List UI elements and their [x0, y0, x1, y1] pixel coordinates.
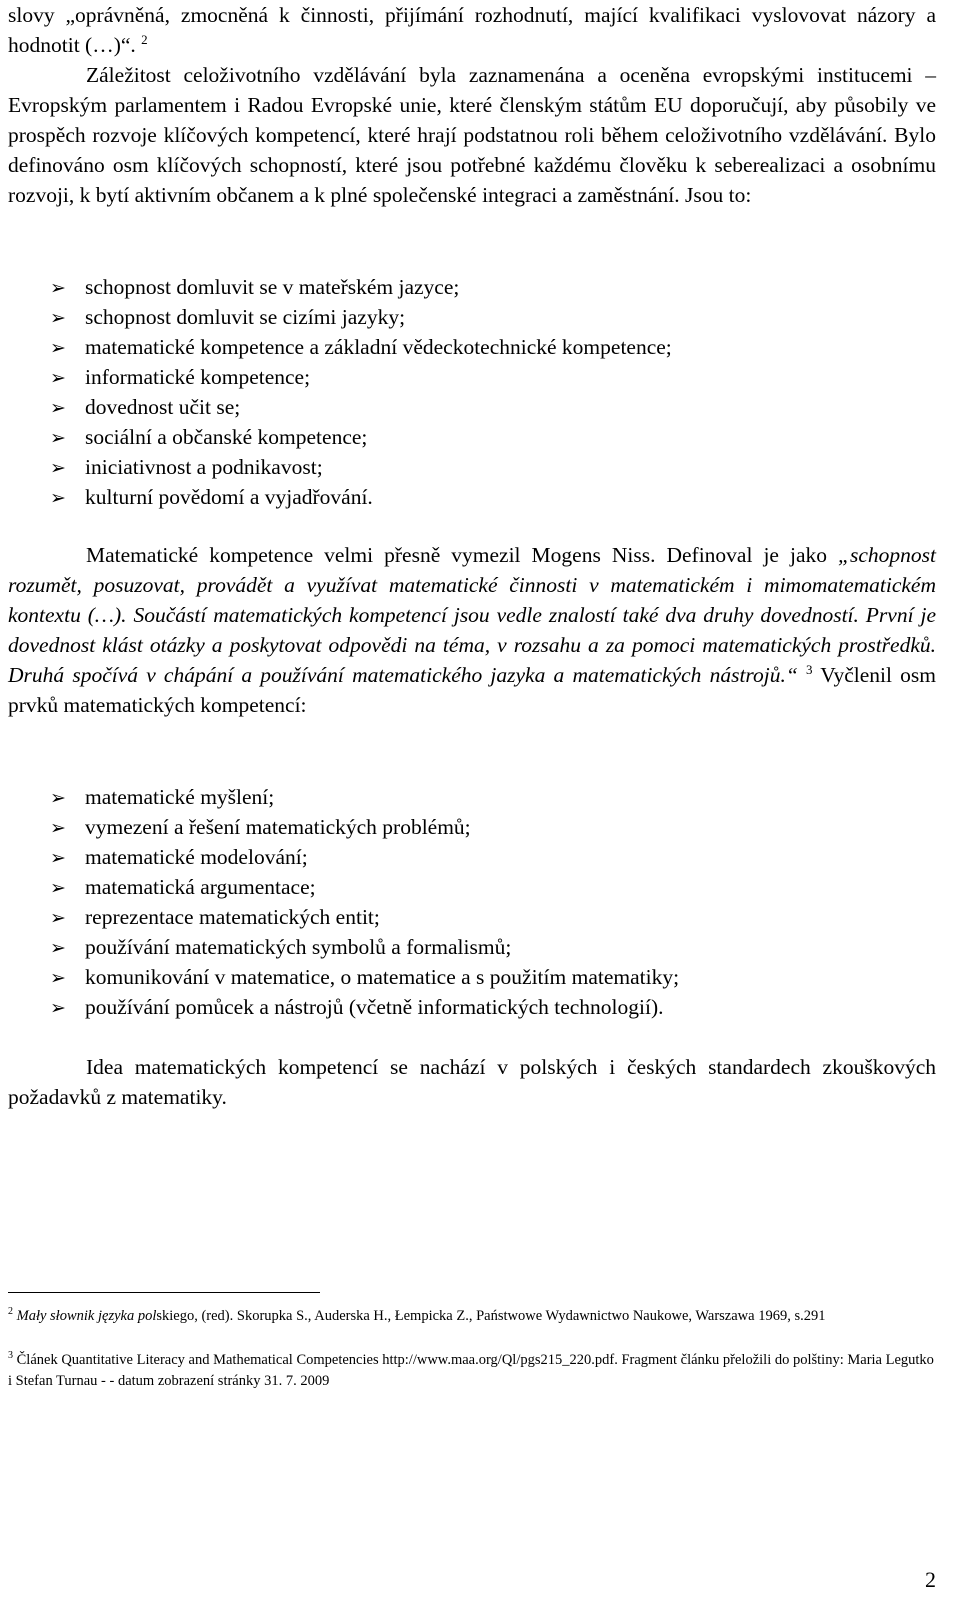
- list-item: ➢ vymezení a řešení matematických problémů;: [8, 812, 936, 842]
- arrowhead-bullet-icon: ➢: [50, 397, 66, 419]
- list-item: ➢ schopnost domluvit se v mateřském jazyce;: [8, 272, 936, 302]
- arrowhead-bullet-icon: ➢: [50, 487, 66, 509]
- arrowhead-bullet-icon: ➢: [50, 967, 66, 989]
- list-item: ➢ reprezentace matematických entit;: [8, 902, 936, 932]
- arrowhead-bullet-icon: ➢: [50, 367, 66, 389]
- list-item: ➢ informatické kompetence;: [8, 362, 936, 392]
- niss-paragraph: Matematické kompetence velmi přesně vymezil Mogens Niss. Definoval je jako „schopnost rozumět, posuzovat, provádět a využívat matematické činnosti v matematickém i mimomatematickém kontextu (…). Součástí matematických kompetencí jsou vedle znalostí také dva druhy dovedností. První je dovednost klást otázky a poskytovat odpovědi na téma, v rozsahu a za pomoci matematických prostředků. Druhá spočívá v chápání a používání matematického jazyka a matematických nástrojů.“ $^3$ Vyčlenil osm prvků matematických kompetencí:: [8, 543, 937, 717]
- arrowhead-bullet-icon: ➢: [50, 907, 66, 929]
- lifelong-learning-paragraph: Záležitost celoživotního vzdělávání byla zaznamenána a oceněna evropskými institucemi – Evropským parlamentem i Radou Evropské unie, které členským státům EU doporučují, aby působily ve prospěch rozvoje klíčových kompetencí, které hrají podstatnou roli během celoživotního vzdělávání. Bylo definováno osm klíčových schopností, které jsou potřebné každému člověku k seberealizaci a osobnímu rozvoji, k bytí aktivním občanem a k plné společenské integraci a zaměstnání. Jsou to:: [8, 63, 936, 207]
- arrowhead-bullet-icon: ➢: [50, 277, 66, 299]
- math-competences-list: [8, 782, 936, 1022]
- intro-text: slovy „oprávněná, zmocněná k činnosti, přijímání rozhodnutí, mající kvalifikaci vyslovovat názory a hodnotit (…)“.: [8, 3, 936, 57]
- closing-paragraph: Idea matematických kompetencí se nachází v polských i českých standardech zkouškových požadavků z matematiky.: [8, 1055, 936, 1109]
- arrowhead-bullet-icon: ➢: [50, 307, 66, 329]
- list-item: ➢ matematické kompetence a základní vědeckotechnické kompetence;: [8, 332, 936, 362]
- footnote-separator: [8, 1292, 320, 1293]
- list-item: ➢ matematické myšlení;: [8, 782, 936, 812]
- arrowhead-bullet-icon: ➢: [50, 937, 66, 959]
- arrowhead-bullet-icon: ➢: [50, 997, 66, 1019]
- list-item: ➢ iniciativnost a podnikavost;: [8, 452, 936, 482]
- page-number: 2: [925, 1567, 936, 1592]
- list-item: ➢ dovednost učit se;: [8, 392, 936, 422]
- footnote-ref-3: 3: [806, 661, 813, 677]
- list-item: ➢ komunikování v matematice, o matematice a s použitím matematiky;: [8, 962, 936, 992]
- arrowhead-bullet-icon: ➢: [50, 457, 66, 479]
- arrowhead-bullet-icon: ➢: [50, 787, 66, 809]
- list-item: ➢ schopnost domluvit se cizími jazyky;: [8, 302, 936, 332]
- arrowhead-bullet-icon: ➢: [50, 427, 66, 449]
- footnote-ref-2: 2: [141, 31, 148, 47]
- arrowhead-bullet-icon: ➢: [50, 847, 66, 869]
- footnote-3: $^3$ Článek Quantitative Literacy and Mathematical Competencies http://www.maa.org/Ql/pgs215_220.pdf. Fragment článku přeložili do polštiny: Maria Legutko i Stefan Turnau - - datum zobrazení stránky 31. 7. 2009: [8, 1350, 934, 1389]
- list-item: ➢ kulturní povědomí a vyjadřování.: [8, 482, 936, 512]
- intro-paragraph: [8, 0, 936, 60]
- list-item: ➢ používání pomůcek a nástrojů (včetně informatických technologií).: [8, 992, 936, 1022]
- arrowhead-bullet-icon: ➢: [50, 877, 66, 899]
- list-item: ➢ sociální a občanské kompetence;: [8, 422, 936, 452]
- list-item: ➢ matematické modelování;: [8, 842, 936, 872]
- arrowhead-bullet-icon: ➢: [50, 337, 66, 359]
- footnote-2: $^2$ Mały słownik języka polskiego, (red). Skorupka S., Auderska H., Łempicka Z., Państwowe Wydawnictwo Naukowe, Warszawa 1969, s.291: [8, 1306, 826, 1324]
- niss-quote: „schopnost rozumět, posuzovat, provádět a využívat matematické činnosti v matematickém i mimomatematickém kontextu (…). Součástí matematických kompetencí jsou vedle znalostí také dva druhy dovedností. První je dovednost klást otázky a poskytovat odpovědi na téma, v rozsahu a za pomoci matematických prostředků. Druhá spočívá v chápání a používání matematického jazyka a matematických nástrojů.“: [8, 543, 937, 687]
- key-competences-list: [8, 272, 936, 512]
- list-item: ➢ matematická argumentace;: [8, 872, 936, 902]
- list-item: ➢ používání matematických symbolů a formalismů;: [8, 932, 936, 962]
- arrowhead-bullet-icon: ➢: [50, 817, 66, 839]
